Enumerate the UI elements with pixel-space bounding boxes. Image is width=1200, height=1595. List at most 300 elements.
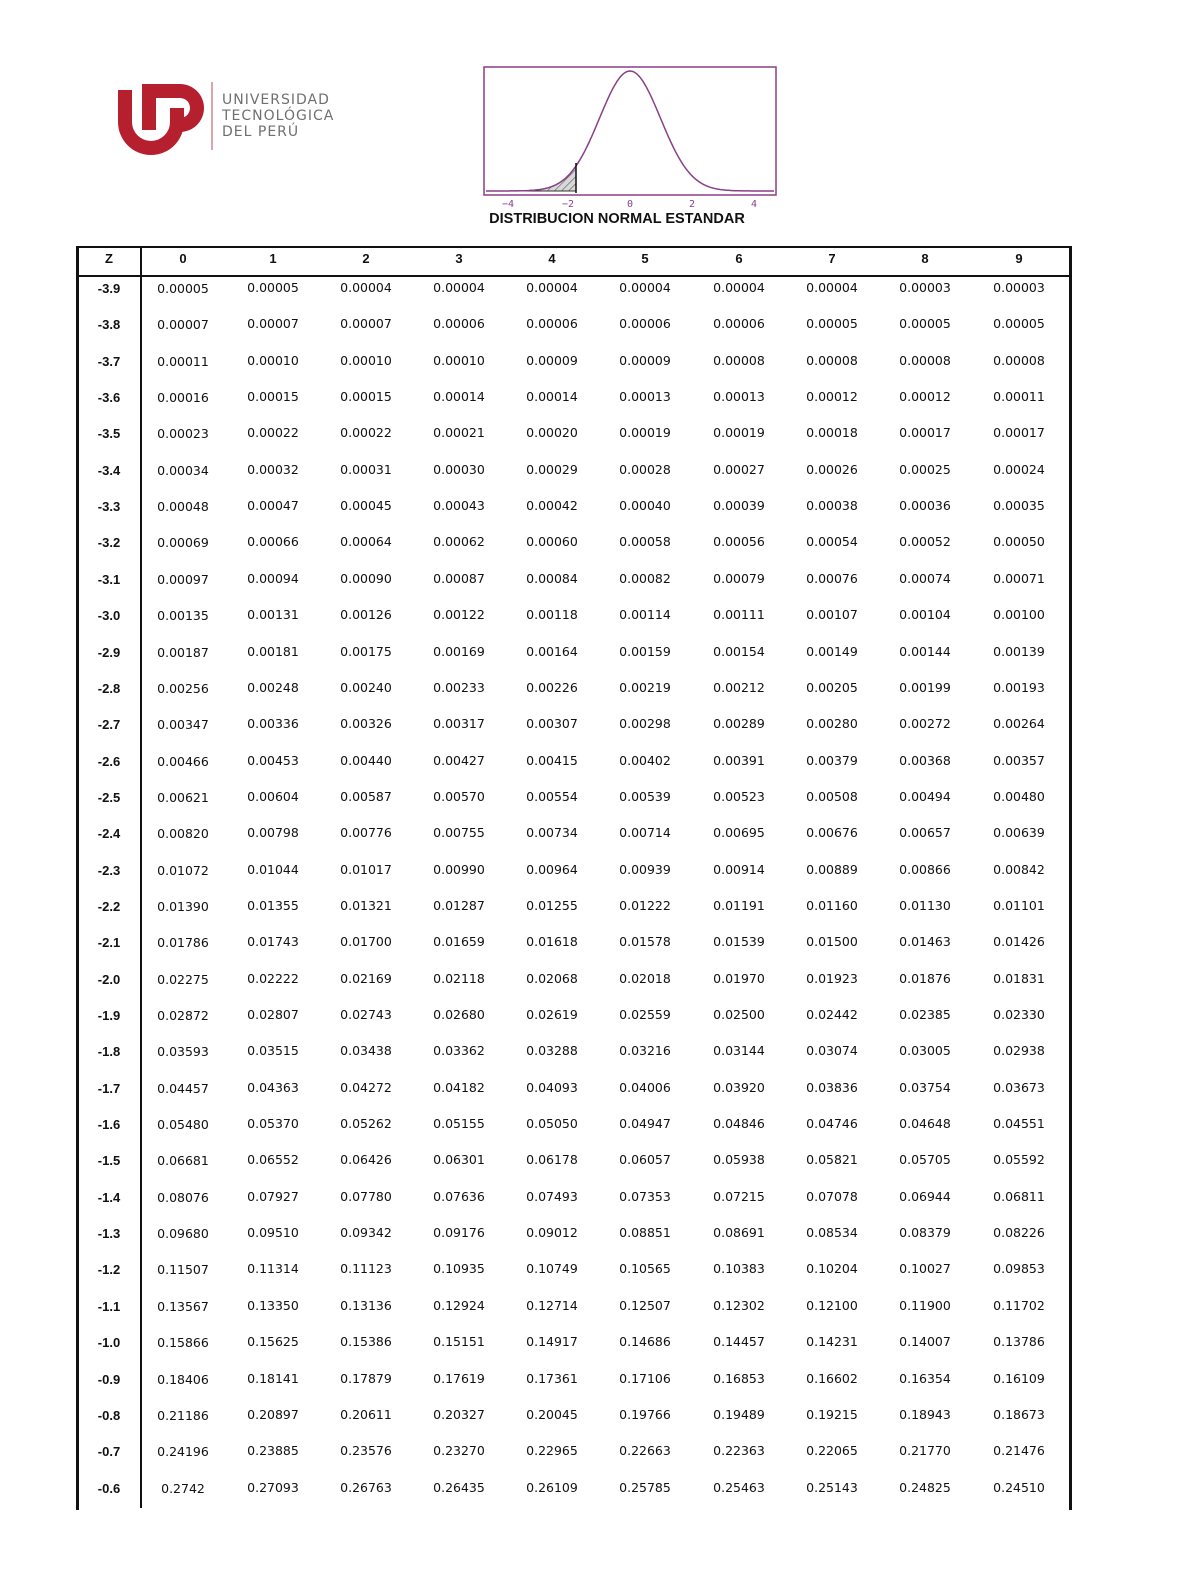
probability-cell: 0.00508: [806, 788, 858, 804]
probability-cell: 0.24510: [993, 1479, 1045, 1495]
axis-tick-label: 2: [688, 199, 696, 210]
probability-cell: 0.01222: [619, 897, 671, 913]
probability-cell: 0.00776: [340, 825, 392, 841]
probability-cell: 0.16109: [993, 1370, 1045, 1386]
probability-cell: 0.00008: [899, 352, 951, 368]
probability-cell: 0.13786: [993, 1334, 1045, 1350]
probability-cell: 0.04457: [157, 1080, 209, 1096]
probability-cell: 0.00079: [713, 570, 765, 586]
probability-cell: 0.00011: [993, 389, 1045, 405]
probability-cell: 0.01426: [993, 934, 1045, 950]
probability-cell: 0.01831: [993, 970, 1045, 986]
z-value-label: -3.9: [97, 281, 121, 296]
header-col-2: 2: [362, 251, 370, 266]
z-value-label: -1.0: [97, 1335, 121, 1351]
probability-cell: 0.00007: [157, 317, 209, 333]
probability-cell: 0.00205: [806, 679, 858, 695]
probability-cell: 0.22965: [526, 1443, 578, 1459]
probability-cell: 0.16354: [899, 1370, 951, 1386]
probability-cell: 0.02018: [619, 970, 671, 986]
probability-cell: 0.03754: [899, 1079, 951, 1095]
probability-cell: 0.00082: [619, 570, 671, 586]
probability-cell: 0.00064: [340, 534, 392, 550]
probability-cell: 0.00135: [157, 608, 209, 624]
probability-cell: 0.00013: [619, 389, 671, 405]
z-value-label: -1.2: [97, 1262, 121, 1278]
probability-cell: 0.00695: [713, 825, 765, 841]
probability-cell: 0.04551: [993, 1116, 1045, 1132]
probability-cell: 0.01923: [806, 970, 858, 986]
probability-cell: 0.05262: [340, 1116, 392, 1132]
probability-cell: 0.00219: [619, 679, 671, 695]
probability-cell: 0.02068: [526, 970, 578, 986]
probability-cell: 0.13136: [340, 1297, 392, 1313]
probability-cell: 0.15151: [433, 1334, 485, 1350]
probability-cell: 0.17361: [526, 1370, 578, 1386]
probability-cell: 0.00587: [340, 788, 392, 804]
probability-cell: 0.00052: [899, 534, 951, 550]
probability-cell: 0.01970: [713, 970, 765, 986]
probability-cell: 0.00256: [157, 680, 209, 696]
probability-cell: 0.00289: [713, 716, 765, 732]
probability-cell: 0.00964: [526, 861, 578, 877]
probability-cell: 0.00570: [433, 788, 485, 804]
probability-cell: 0.23576: [340, 1443, 392, 1459]
probability-cell: 0.06811: [993, 1188, 1045, 1204]
probability-cell: 0.00010: [340, 352, 392, 368]
probability-cell: 0.00347: [157, 717, 209, 733]
probability-cell: 0.11314: [247, 1261, 299, 1277]
probability-cell: 0.08076: [157, 1189, 209, 1205]
probability-cell: 0.00019: [619, 425, 671, 441]
probability-cell: 0.00012: [806, 389, 858, 405]
probability-cell: 0.02680: [433, 1007, 485, 1022]
probability-cell: 0.00038: [806, 498, 858, 514]
z-value-label: -0.9: [97, 1371, 121, 1387]
probability-cell: 0.03593: [157, 1044, 209, 1060]
probability-cell: 0.02118: [433, 970, 485, 986]
probability-cell: 0.00159: [619, 643, 671, 659]
header-z: Z: [105, 251, 113, 266]
probability-cell: 0.09680: [157, 1226, 209, 1242]
probability-cell: 0.03288: [526, 1043, 578, 1059]
probability-cell: 0.00060: [526, 534, 578, 550]
probability-cell: 0.02743: [340, 1007, 392, 1022]
probability-cell: 0.00005: [993, 316, 1045, 332]
z-value-label: -2.3: [97, 862, 121, 878]
probability-cell: 0.01287: [433, 897, 485, 913]
probability-cell: 0.00480: [993, 788, 1045, 804]
header-divider: [76, 275, 1069, 277]
probability-cell: 0.04182: [433, 1079, 485, 1095]
probability-cell: 0.07927: [247, 1188, 299, 1204]
probability-cell: 0.03920: [713, 1079, 765, 1095]
probability-cell: 0.03362: [433, 1043, 485, 1059]
probability-cell: 0.22065: [806, 1443, 858, 1459]
probability-cell: 0.26435: [433, 1479, 485, 1495]
probability-cell: 0.00298: [619, 716, 671, 732]
probability-cell: 0.00058: [619, 534, 671, 550]
probability-cell: 0.00554: [526, 788, 578, 804]
probability-cell: 0.20611: [340, 1406, 392, 1422]
probability-cell: 0.00062: [433, 534, 485, 550]
probability-cell: 0.00240: [340, 679, 392, 695]
probability-cell: 0.12714: [526, 1297, 578, 1313]
probability-cell: 0.00415: [526, 752, 578, 768]
probability-cell: 0.00866: [899, 861, 951, 877]
probability-cell: 0.07780: [340, 1188, 392, 1204]
probability-cell: 0.00004: [619, 280, 671, 295]
probability-cell: 0.00050: [993, 534, 1045, 550]
probability-cell: 0.00004: [433, 280, 485, 295]
probability-cell: 0.00008: [713, 352, 765, 368]
probability-cell: 0.22663: [619, 1443, 671, 1459]
probability-cell: 0.01876: [899, 970, 951, 986]
probability-cell: 0.00006: [433, 316, 485, 332]
probability-cell: 0.08534: [806, 1225, 858, 1241]
probability-cell: 0.14686: [619, 1334, 671, 1350]
probability-cell: 0.00018: [806, 425, 858, 441]
probability-cell: 0.00755: [433, 825, 485, 841]
probability-cell: 0.00402: [619, 752, 671, 768]
probability-cell: 0.11900: [899, 1297, 951, 1313]
z-value-label: -0.8: [97, 1407, 121, 1423]
probability-cell: 0.00035: [993, 498, 1045, 514]
probability-cell: 0.02807: [247, 1007, 299, 1022]
probability-cell: 0.00181: [247, 643, 299, 659]
probability-cell: 0.09342: [340, 1225, 392, 1241]
probability-cell: 0.00111: [713, 607, 765, 623]
probability-cell: 0.00264: [993, 716, 1045, 732]
probability-cell: 0.00149: [806, 643, 858, 659]
probability-cell: 0.00015: [247, 389, 299, 405]
probability-cell: 0.00126: [340, 607, 392, 623]
probability-cell: 0.00010: [433, 352, 485, 368]
probability-cell: 0.00798: [247, 825, 299, 841]
z-value-label: -0.6: [97, 1480, 121, 1496]
probability-cell: 0.00021: [433, 425, 485, 441]
probability-cell: 0.00939: [619, 861, 671, 877]
probability-cell: 0.01500: [806, 934, 858, 950]
probability-cell: 0.20327: [433, 1406, 485, 1422]
probability-cell: 0.00233: [433, 679, 485, 695]
probability-cell: 0.18943: [899, 1406, 951, 1422]
probability-cell: 0.00028: [619, 461, 671, 477]
probability-cell: 0.22363: [713, 1443, 765, 1459]
figure-caption: DISTRIBUCION NORMAL ESTANDAR: [489, 211, 745, 227]
header-col-6: 6: [735, 251, 743, 266]
university-name-line-1: UNIVERSIDAD: [222, 92, 330, 108]
probability-cell: 0.00169: [433, 643, 485, 659]
probability-cell: 0.00379: [806, 752, 858, 768]
probability-cell: 0.00427: [433, 752, 485, 768]
probability-cell: 0.00676: [806, 825, 858, 841]
probability-cell: 0.00023: [157, 426, 209, 442]
z-value-label: -2.8: [97, 680, 121, 696]
probability-cell: 0.00005: [157, 281, 209, 296]
probability-cell: 0.09012: [526, 1225, 578, 1241]
probability-cell: 0.00019: [713, 425, 765, 441]
z-value-label: -3.4: [97, 462, 121, 478]
probability-cell: 0.03836: [806, 1079, 858, 1095]
probability-cell: 0.00004: [340, 280, 392, 295]
z-value-label: -3.1: [97, 571, 121, 587]
probability-cell: 0.00307: [526, 716, 578, 732]
header-col-5: 5: [641, 251, 649, 266]
probability-cell: 0.02222: [247, 970, 299, 986]
probability-cell: 0.05050: [526, 1116, 578, 1132]
probability-cell: 0.00122: [433, 607, 485, 623]
probability-cell: 0.02500: [713, 1007, 765, 1022]
probability-cell: 0.10383: [713, 1261, 765, 1277]
probability-cell: 0.01618: [526, 934, 578, 950]
z-value-label: -2.0: [97, 971, 121, 987]
probability-cell: 0.00005: [806, 316, 858, 332]
header-col-0: 0: [179, 251, 187, 266]
probability-cell: 0.02872: [157, 1008, 209, 1023]
probability-cell: 0.07078: [806, 1188, 858, 1204]
probability-cell: 0.00026: [806, 461, 858, 477]
probability-cell: 0.17879: [340, 1370, 392, 1386]
probability-cell: 0.00094: [247, 570, 299, 586]
probability-cell: 0.00199: [899, 679, 951, 695]
probability-cell: 0.00466: [157, 753, 209, 769]
probability-cell: 0.00193: [993, 679, 1045, 695]
probability-cell: 0.12507: [619, 1297, 671, 1313]
probability-cell: 0.16853: [713, 1370, 765, 1386]
probability-cell: 0.10749: [526, 1261, 578, 1277]
probability-cell: 0.00621: [157, 789, 209, 805]
probability-cell: 0.15866: [157, 1335, 209, 1351]
header-col-3: 3: [455, 251, 463, 266]
probability-cell: 0.00657: [899, 825, 951, 841]
z-value-label: -1.7: [97, 1080, 121, 1096]
university-name-line-2: TECNOLÓGICA: [222, 108, 335, 124]
probability-cell: 0.00842: [993, 861, 1045, 877]
probability-cell: 0.00003: [899, 280, 951, 295]
probability-cell: 0.00024: [993, 461, 1045, 477]
probability-cell: 0.01659: [433, 934, 485, 950]
probability-cell: 0.01072: [157, 862, 209, 878]
probability-cell: 0.00069: [157, 535, 209, 551]
probability-cell: 0.00097: [157, 571, 209, 587]
probability-cell: 0.26109: [526, 1479, 578, 1495]
probability-cell: 0.13567: [157, 1298, 209, 1314]
probability-cell: 0.00114: [619, 607, 671, 623]
probability-cell: 0.19489: [713, 1406, 765, 1422]
probability-cell: 0.21476: [993, 1443, 1045, 1459]
probability-cell: 0.00045: [340, 498, 392, 514]
probability-cell: 0.06178: [526, 1152, 578, 1168]
probability-cell: 0.25143: [806, 1479, 858, 1495]
probability-cell: 0.00066: [247, 534, 299, 550]
probability-cell: 0.00013: [713, 389, 765, 405]
probability-cell: 0.14007: [899, 1334, 951, 1350]
z-value-label: -2.6: [97, 753, 121, 769]
probability-cell: 0.00042: [526, 498, 578, 514]
probability-cell: 0.08226: [993, 1225, 1045, 1241]
probability-cell: 0.07353: [619, 1188, 671, 1204]
probability-cell: 0.03216: [619, 1043, 671, 1059]
probability-cell: 0.00820: [157, 826, 209, 842]
probability-cell: 0.18406: [157, 1371, 209, 1387]
probability-cell: 0.11702: [993, 1297, 1045, 1313]
probability-cell: 0.24196: [157, 1444, 209, 1460]
probability-cell: 0.05155: [433, 1116, 485, 1132]
probability-cell: 0.06301: [433, 1152, 485, 1168]
z-value-label: -2.9: [97, 644, 121, 660]
probability-cell: 0.25463: [713, 1479, 765, 1495]
probability-cell: 0.00326: [340, 716, 392, 732]
z-value-label: -2.5: [97, 789, 121, 805]
probability-cell: 0.00012: [899, 389, 951, 405]
probability-cell: 0.12302: [713, 1297, 765, 1313]
probability-cell: 0.00007: [340, 316, 392, 332]
probability-cell: 0.00889: [806, 861, 858, 877]
probability-cell: 0.08851: [619, 1225, 671, 1241]
probability-cell: 0.00494: [899, 788, 951, 804]
z-value-label: -3.7: [97, 353, 121, 369]
probability-cell: 0.04846: [713, 1116, 765, 1132]
probability-cell: 0.05480: [157, 1117, 209, 1133]
probability-cell: 0.00144: [899, 643, 951, 659]
probability-cell: 0.00025: [899, 461, 951, 477]
probability-cell: 0.10565: [619, 1261, 671, 1277]
bell-curve: [486, 71, 774, 191]
probability-cell: 0.00006: [526, 316, 578, 332]
probability-cell: 0.07636: [433, 1188, 485, 1204]
probability-cell: 0.00368: [899, 752, 951, 768]
probability-cell: 0.06057: [619, 1152, 671, 1168]
probability-cell: 0.10027: [899, 1261, 951, 1277]
axis-tick-label: −4: [501, 199, 515, 210]
probability-cell: 0.00071: [993, 570, 1045, 586]
probability-cell: 0.02559: [619, 1007, 671, 1022]
probability-cell: 0.04746: [806, 1116, 858, 1132]
probability-cell: 0.01255: [526, 897, 578, 913]
z-value-label: -0.7: [97, 1444, 121, 1460]
normal-curve-figure: [482, 65, 778, 213]
probability-cell: 0.01463: [899, 934, 951, 950]
probability-cell: 0.14917: [526, 1334, 578, 1350]
probability-cell: 0.06552: [247, 1152, 299, 1168]
probability-cell: 0.01355: [247, 897, 299, 913]
probability-cell: 0.13350: [247, 1297, 299, 1313]
probability-cell: 0.00005: [247, 280, 299, 295]
probability-cell: 0.00004: [713, 280, 765, 295]
probability-cell: 0.01539: [713, 934, 765, 950]
probability-cell: 0.00030: [433, 461, 485, 477]
probability-cell: 0.00043: [433, 498, 485, 514]
z-column-divider: [140, 246, 142, 1508]
probability-cell: 0.00118: [526, 607, 578, 623]
probability-cell: 0.00084: [526, 570, 578, 586]
probability-cell: 0.05821: [806, 1152, 858, 1168]
probability-cell: 0.11123: [340, 1261, 392, 1277]
probability-cell: 0.01017: [340, 861, 392, 877]
z-value-label: -3.3: [97, 499, 121, 515]
probability-cell: 0.02169: [340, 970, 392, 986]
probability-cell: 0.09853: [993, 1261, 1045, 1277]
probability-cell: 0.07493: [526, 1188, 578, 1204]
probability-cell: 0.26763: [340, 1479, 392, 1495]
z-value-label: -2.7: [97, 717, 121, 733]
probability-cell: 0.00004: [806, 280, 858, 295]
probability-cell: 0.00005: [899, 316, 951, 332]
probability-cell: 0.04272: [340, 1079, 392, 1095]
probability-cell: 0.05938: [713, 1152, 765, 1168]
probability-cell: 0.25785: [619, 1479, 671, 1495]
probability-cell: 0.03438: [340, 1043, 392, 1059]
z-value-label: -1.8: [97, 1044, 121, 1060]
probability-cell: 0.19766: [619, 1406, 671, 1422]
probability-cell: 0.00047: [247, 498, 299, 514]
probability-cell: 0.00014: [526, 389, 578, 405]
probability-cell: 0.08379: [899, 1225, 951, 1241]
probability-cell: 0.00248: [247, 679, 299, 695]
probability-cell: 0.02275: [157, 971, 209, 987]
probability-cell: 0.00100: [993, 607, 1045, 623]
university-name: [222, 92, 334, 140]
probability-cell: 0.03673: [993, 1079, 1045, 1095]
probability-cell: 0.01130: [899, 897, 951, 913]
probability-cell: 0.14231: [806, 1334, 858, 1350]
probability-cell: 0.00714: [619, 825, 671, 841]
probability-cell: 0.00006: [713, 316, 765, 332]
probability-cell: 0.02385: [899, 1007, 951, 1022]
z-value-label: -3.5: [97, 426, 121, 442]
probability-cell: 0.00054: [806, 534, 858, 550]
axis-tick-label: 0: [626, 199, 634, 210]
probability-cell: 0.02442: [806, 1007, 858, 1022]
probability-cell: 0.00090: [340, 570, 392, 586]
probability-cell: 0.00317: [433, 716, 485, 732]
probability-cell: 0.00017: [899, 425, 951, 441]
probability-cell: 0.03144: [713, 1043, 765, 1059]
probability-cell: 0.00226: [526, 679, 578, 695]
probability-cell: 0.02619: [526, 1007, 578, 1022]
z-value-label: -3.2: [97, 535, 121, 551]
probability-cell: 0.00004: [526, 280, 578, 295]
probability-cell: 0.12100: [806, 1297, 858, 1313]
probability-cell: 0.00027: [713, 461, 765, 477]
probability-cell: 0.08691: [713, 1225, 765, 1241]
probability-cell: 0.00604: [247, 788, 299, 804]
logo-divider: [211, 82, 213, 150]
header-col-4: 4: [548, 251, 556, 266]
axis-tick-label: −2: [561, 199, 575, 210]
probability-cell: 0.00022: [247, 425, 299, 441]
probability-cell: 0.01044: [247, 861, 299, 877]
probability-cell: 0.06681: [157, 1153, 209, 1169]
probability-cell: 0.00523: [713, 788, 765, 804]
z-value-label: -3.6: [97, 390, 121, 406]
probability-cell: 0.01743: [247, 934, 299, 950]
probability-cell: 0.09510: [247, 1225, 299, 1241]
axis-tick-label: 4: [750, 199, 758, 210]
probability-cell: 0.00280: [806, 716, 858, 732]
probability-cell: 0.00175: [340, 643, 392, 659]
probability-cell: 0.19215: [806, 1406, 858, 1422]
probability-cell: 0.00009: [526, 352, 578, 368]
probability-cell: 0.09176: [433, 1225, 485, 1241]
probability-cell: 0.21770: [899, 1443, 951, 1459]
probability-cell: 0.00036: [899, 498, 951, 514]
z-value-label: -1.6: [97, 1117, 121, 1133]
probability-cell: 0.2742: [161, 1480, 205, 1496]
probability-cell: 0.00074: [899, 570, 951, 586]
z-value-label: -3.0: [97, 608, 121, 624]
